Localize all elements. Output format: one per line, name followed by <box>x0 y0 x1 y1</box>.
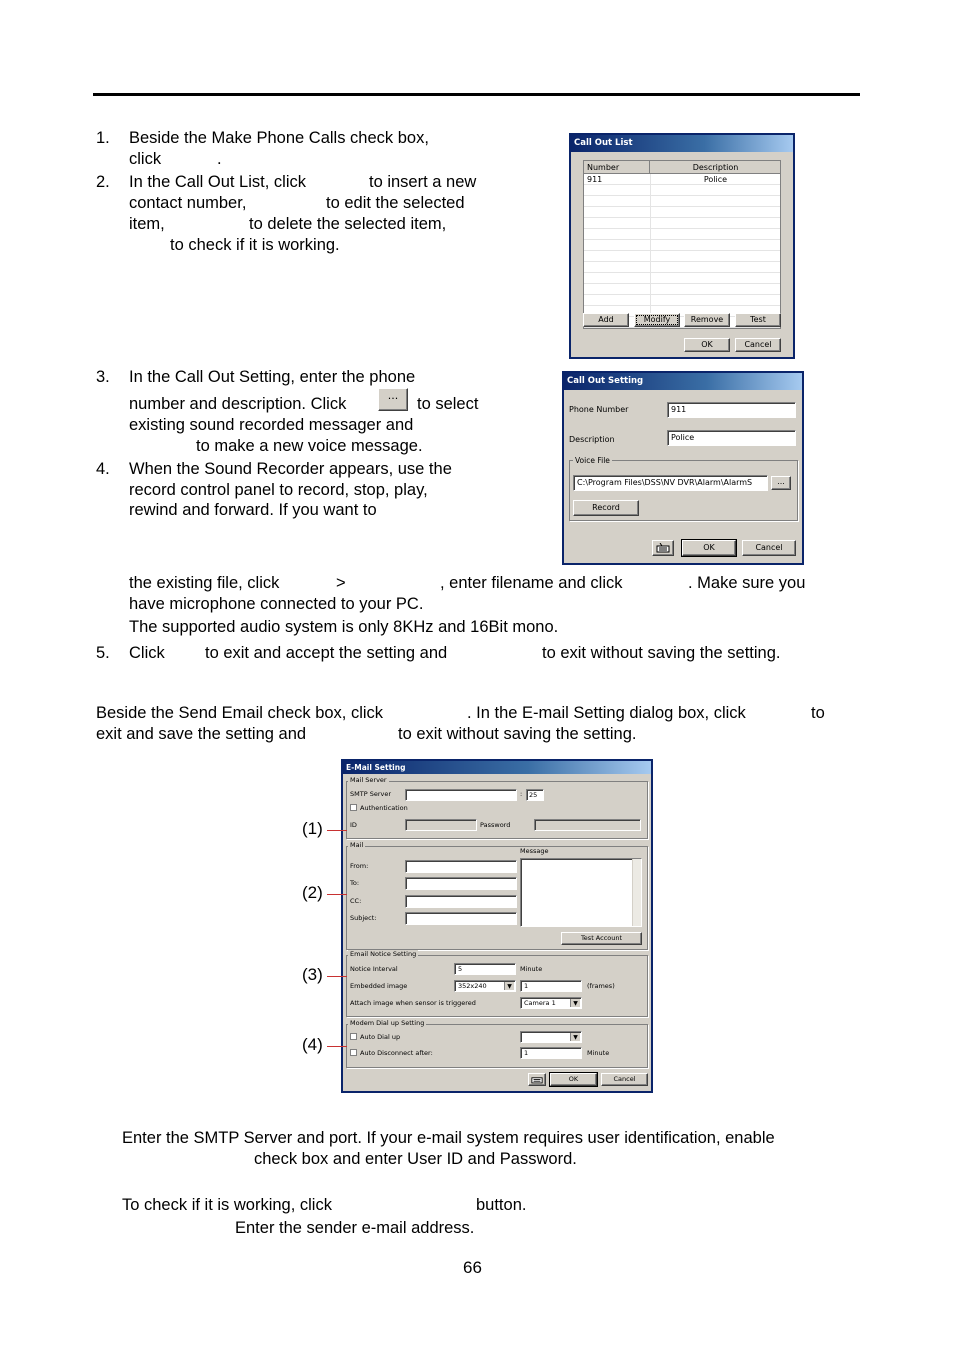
step-text: to exit and accept the setting and <box>205 644 448 662</box>
step-number: 1. <box>96 129 110 147</box>
camera-select[interactable] <box>520 997 582 1009</box>
notice-interval-label: Notice Interval <box>350 965 398 973</box>
chevron-down-icon: ▼ <box>570 1033 580 1041</box>
note-text: button. <box>476 1196 527 1214</box>
paragraph-text: exit and save the setting and <box>96 725 307 743</box>
disconnect-minute-label: Minute <box>587 1049 610 1057</box>
header-rule <box>93 93 860 96</box>
callout-marker-1: (1) <box>302 819 323 838</box>
keyboard-button[interactable] <box>652 540 674 556</box>
ok-button[interactable]: OK <box>682 540 736 556</box>
step-text: Beside the Make Phone Calls check box, <box>129 129 429 147</box>
step-text: record control panel to record, stop, play, <box>129 481 428 499</box>
cc-label: CC: <box>350 897 362 905</box>
column-header-number[interactable]: Number <box>584 161 650 174</box>
step-text: to delete the selected item, <box>249 215 447 233</box>
id-label: ID <box>350 821 357 829</box>
paragraph-text: to exit without saving the setting. <box>398 725 637 743</box>
authentication-label: Authentication <box>360 804 408 812</box>
paragraph-text: . In the E-mail Setting dialog box, click <box>467 704 746 722</box>
auto-dial-label: Auto Dial up <box>360 1033 401 1041</box>
step-text: . <box>217 150 222 168</box>
step-text: rewind and forward. If you want to <box>129 501 377 519</box>
step-text: number and description. Click <box>129 395 347 413</box>
frames-input[interactable]: 1 <box>520 980 582 992</box>
cancel-button[interactable]: Cancel <box>735 338 781 352</box>
column-divider <box>650 174 651 328</box>
call-out-setting-dialog <box>562 371 804 565</box>
email-setting-dialog <box>341 759 653 1093</box>
attach-image-label: Attach image when sensor is triggered <box>350 999 476 1007</box>
auto-disconnect-input[interactable]: 1 <box>520 1047 582 1059</box>
cc-input[interactable] <box>405 895 517 908</box>
mail-server-group-label: Mail Server <box>350 776 387 784</box>
embedded-image-value: 352x240 <box>458 982 487 990</box>
authentication-checkbox[interactable] <box>350 804 357 811</box>
subject-input[interactable] <box>405 912 517 925</box>
keyboard-icon <box>656 543 670 553</box>
email-notice-group-label: Email Notice Setting <box>350 950 417 958</box>
note-text: Enter the SMTP Server and port. If your e-mail system requires user identification, enable <box>122 1129 775 1147</box>
step-text: In the Call Out Setting, enter the phone <box>129 368 416 386</box>
modify-button[interactable]: Modify <box>634 313 680 327</box>
step-text: to exit without saving the setting. <box>542 644 781 662</box>
step-text: > <box>336 574 346 592</box>
ok-button[interactable]: OK <box>684 338 730 352</box>
step-text: When the Sound Recorder appears, use the <box>129 460 452 478</box>
smtp-port-input[interactable]: 25 <box>526 789 544 801</box>
step-text: Click <box>129 644 165 662</box>
auto-dial-checkbox[interactable] <box>350 1033 357 1040</box>
auto-disconnect-checkbox[interactable] <box>350 1049 357 1056</box>
phone-number-input[interactable]: 911 <box>667 402 796 418</box>
cell-description: Police <box>703 175 728 184</box>
step-text: item, <box>129 215 165 233</box>
paragraph-text: to <box>811 704 825 722</box>
embedded-image-select[interactable] <box>454 980 516 992</box>
note-text: Enter the sender e-mail address. <box>235 1219 475 1237</box>
frames-label: (frames) <box>587 982 615 990</box>
table-row[interactable] <box>584 174 780 185</box>
step-number: 5. <box>96 644 110 662</box>
step-text: to insert a new <box>369 173 477 191</box>
step-text: to check if it is working. <box>170 236 340 254</box>
callout-leader-line <box>327 976 347 977</box>
notice-interval-input[interactable]: 5 <box>454 963 516 975</box>
step-text: contact number, <box>129 194 247 212</box>
step-text: click <box>129 150 162 168</box>
modem-dialup-group <box>346 1024 648 1068</box>
test-button[interactable]: Test <box>735 313 781 327</box>
dialog-title: Call Out List <box>571 135 793 152</box>
password-input[interactable] <box>534 819 641 831</box>
browse-button[interactable]: ... <box>771 476 791 490</box>
minute-label: Minute <box>520 965 543 973</box>
from-label: From: <box>350 862 369 870</box>
step-text: existing sound recorded messager and <box>129 416 414 434</box>
message-label: Message <box>520 847 549 855</box>
step-number: 2. <box>96 173 110 191</box>
note-text: To check if it is working, click <box>122 1196 332 1214</box>
cancel-button[interactable]: Cancel <box>742 540 796 556</box>
step-text: to select <box>417 395 479 413</box>
dialog-title: E-Mail Setting <box>343 761 651 774</box>
call-out-table[interactable] <box>583 160 781 329</box>
remove-button[interactable]: Remove <box>684 313 730 327</box>
cell-number: 911 <box>587 175 603 184</box>
voice-file-group-label: Voice File <box>575 456 610 465</box>
step-number: 3. <box>96 368 110 386</box>
from-input[interactable] <box>405 860 517 873</box>
test-account-button[interactable]: Test Account <box>561 932 642 945</box>
add-button[interactable]: Add <box>583 313 629 327</box>
id-input[interactable] <box>405 819 477 831</box>
browse-button-inline: ... <box>378 388 408 411</box>
page-number: 66 <box>463 1258 482 1277</box>
description-label: Description <box>569 435 615 444</box>
modem-dialup-group-label: Modem Dial up Setting <box>350 1019 425 1027</box>
step-text: , enter filename and click <box>440 574 623 592</box>
step-text: to make a new voice message. <box>196 437 423 455</box>
column-header-description[interactable]: Description <box>650 161 781 174</box>
keyboard-icon <box>531 1075 543 1084</box>
embedded-image-label: Embedded image <box>350 982 408 990</box>
message-textarea[interactable] <box>520 858 642 927</box>
callout-leader-line <box>327 830 347 831</box>
step-text: The supported audio system is only 8KHz and 16Bit mono. <box>129 618 559 636</box>
phone-number-label: Phone Number <box>569 405 629 414</box>
smtp-server-input[interactable] <box>405 789 517 801</box>
note-text: check box and enter User ID and Password. <box>254 1150 577 1168</box>
to-label: To: <box>350 879 360 887</box>
step-text: to edit the selected <box>326 194 465 212</box>
auto-disconnect-label: Auto Disconnect after: <box>360 1049 433 1057</box>
callout-marker-3: (3) <box>302 965 323 984</box>
mail-group-label: Mail <box>350 841 364 849</box>
call-out-list-dialog <box>569 133 795 359</box>
step-text: . Make sure you <box>688 574 806 592</box>
step-text: In the Call Out List, click <box>129 173 306 191</box>
chevron-down-icon: ▼ <box>570 999 580 1007</box>
step-text: have microphone connected to your PC. <box>129 595 424 613</box>
step-text: the existing file, click <box>129 574 280 592</box>
ok-button[interactable]: OK <box>550 1073 597 1086</box>
dialup-connection-select[interactable] <box>520 1031 582 1043</box>
callout-marker-4: (4) <box>302 1035 323 1054</box>
dialog-title: Call Out Setting <box>564 373 802 390</box>
smtp-server-label: SMTP Server <box>350 790 392 798</box>
voice-file-path-input[interactable]: C:\Program Files\DSS\NV DVR\Alarm\AlarmS <box>573 475 768 491</box>
description-input[interactable]: Police <box>667 430 796 446</box>
keyboard-button[interactable] <box>528 1073 546 1086</box>
chevron-down-icon: ▼ <box>504 982 514 990</box>
callout-marker-2: (2) <box>302 883 323 902</box>
step-number: 4. <box>96 460 110 478</box>
cancel-button[interactable]: Cancel <box>601 1073 648 1086</box>
table-gridlines <box>584 174 780 328</box>
password-label: Password <box>480 821 511 829</box>
message-scrollbar[interactable] <box>632 859 641 926</box>
to-input[interactable] <box>405 877 517 890</box>
callout-leader-line <box>327 894 347 895</box>
callout-leader-line <box>327 1046 347 1047</box>
paragraph-text: Beside the Send Email check box, click <box>96 704 384 722</box>
record-button[interactable]: Record <box>573 500 639 516</box>
camera-value: Camera 1 <box>524 999 556 1007</box>
subject-label: Subject: <box>350 914 377 922</box>
port-separator: : <box>520 790 523 798</box>
